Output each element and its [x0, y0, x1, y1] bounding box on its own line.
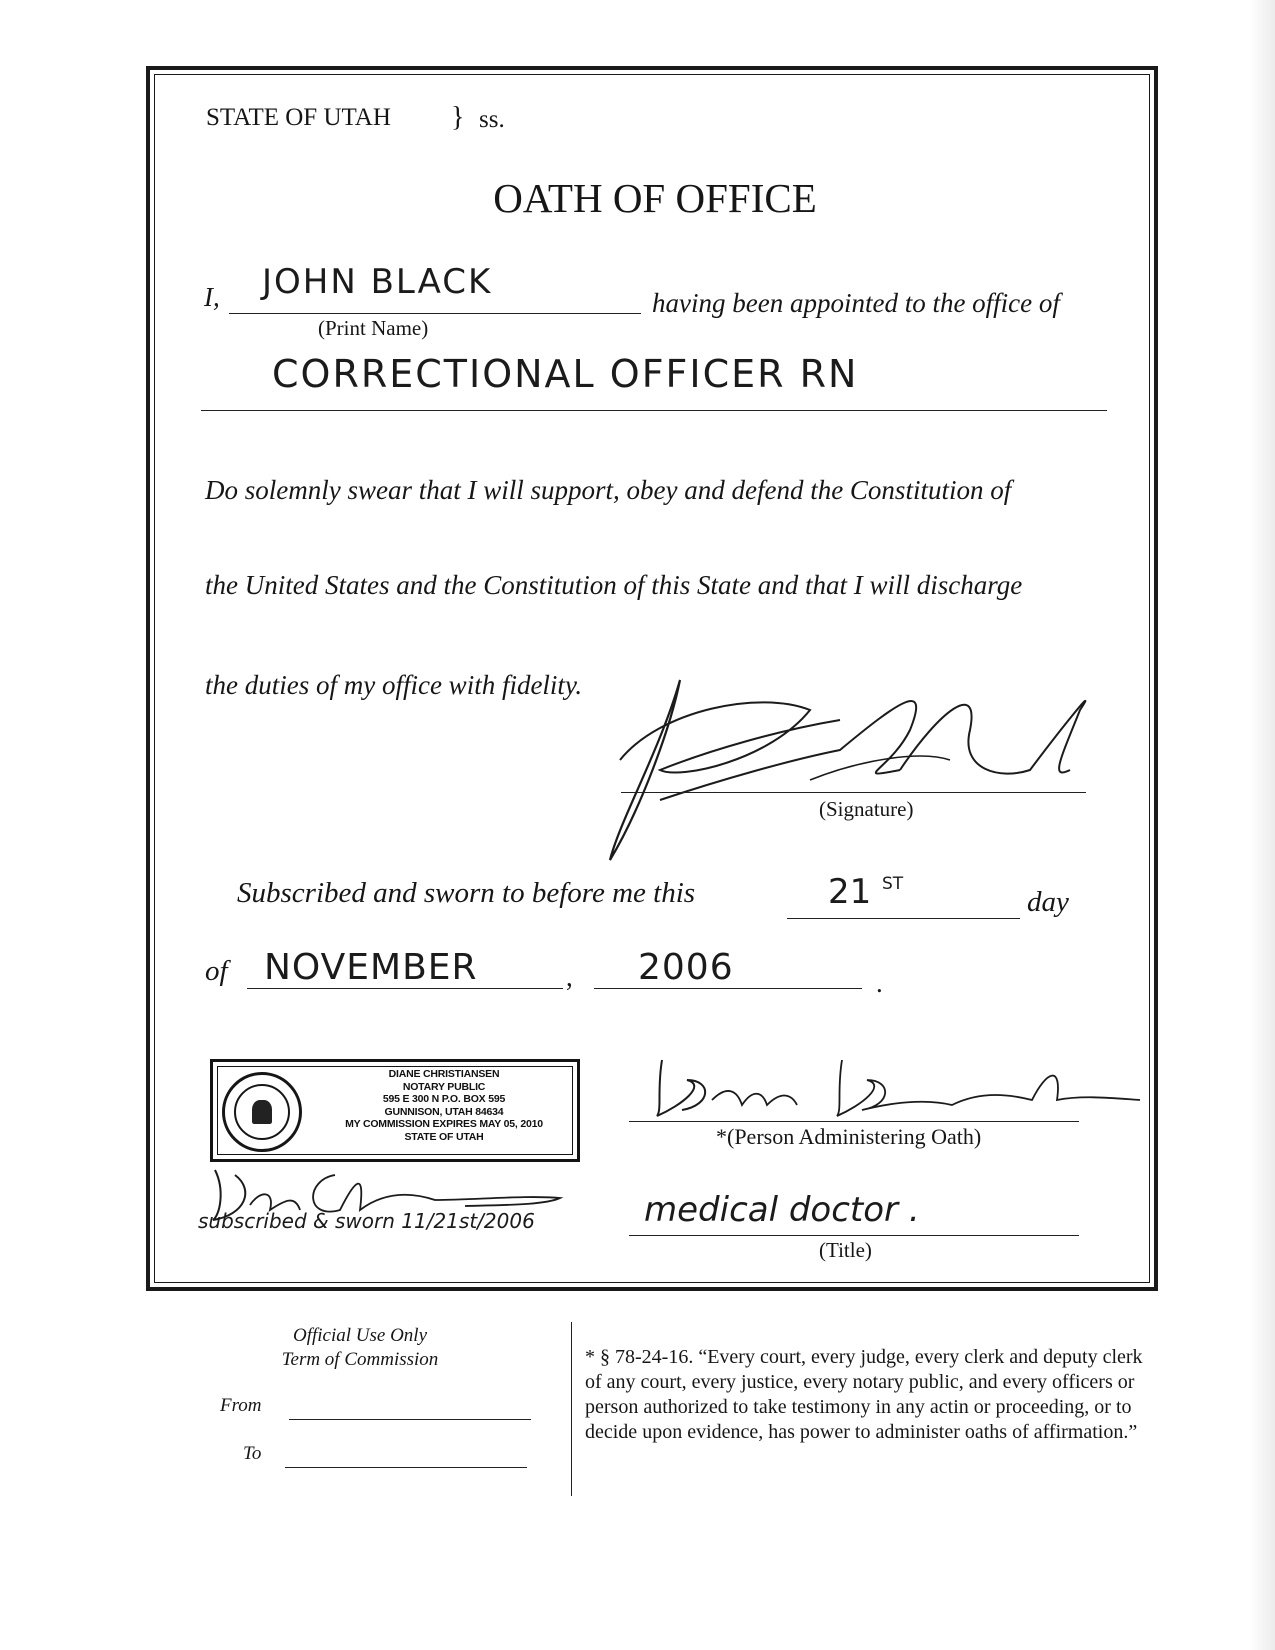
- oath-line-3: the duties of my office with fidelity.: [205, 670, 583, 700]
- name-prefix: I,: [204, 282, 220, 312]
- appointed-text: having been appointed to the office of: [652, 288, 1060, 318]
- stamp-line-state: STATE OF UTAH: [404, 1130, 484, 1143]
- year-underline: [594, 988, 862, 989]
- signature-caption: (Signature): [819, 797, 914, 821]
- from-label: From: [220, 1395, 262, 1416]
- day-handwritten: 21: [828, 872, 872, 912]
- state-seal-icon: [222, 1072, 302, 1152]
- title-caption: (Title): [819, 1238, 872, 1262]
- stamp-line-address: 595 E 300 N P.O. BOX 595: [382, 1093, 506, 1106]
- state-label: STATE OF UTAH: [206, 104, 391, 131]
- footer-divider: [571, 1322, 572, 1496]
- notary-stamp-text: [313, 1068, 575, 1144]
- of-word: of: [205, 955, 228, 987]
- notary-stamp: [210, 1059, 580, 1162]
- printed-name-handwritten: JOHN BLACK: [262, 262, 493, 302]
- official-use-heading: Official Use Only: [292, 1325, 428, 1346]
- signature-underline: [621, 792, 1086, 793]
- title-handwritten: medical doctor .: [644, 1190, 920, 1230]
- sworn-text: Subscribed and sworn to before me this: [237, 877, 696, 909]
- appointee-signature-drawing: [600, 670, 1120, 870]
- oath-line-1: Do solemnly swear that I will support, obey and defend the Constitution of: [205, 475, 1012, 505]
- year-handwritten: 2006: [638, 947, 734, 988]
- month-comma: ,: [566, 962, 573, 992]
- print-name-caption: (Print Name): [318, 316, 429, 340]
- stamp-line-expiry: MY COMMISSION EXPIRES MAY 05, 2010: [345, 1118, 543, 1131]
- year-period: .: [876, 968, 883, 998]
- to-field: [285, 1467, 527, 1468]
- administrator-caption: *(Person Administering Oath): [716, 1124, 982, 1149]
- scan-edge-shadow: [1249, 0, 1275, 1650]
- month-handwritten: NOVEMBER: [264, 947, 478, 988]
- office-handwritten: CORRECTIONAL OFFICER RN: [272, 352, 859, 396]
- administrator-underline: [629, 1121, 1079, 1122]
- day-suffix-handwritten: ST: [882, 874, 904, 894]
- name-underline: [229, 313, 641, 314]
- stamp-line-city: GUNNISON, UTAH 84634: [384, 1105, 504, 1118]
- administrator-signature-drawing: [652, 1050, 1142, 1122]
- to-label: To: [243, 1443, 262, 1464]
- day-underline: [787, 918, 1020, 919]
- stamp-line-role: NOTARY PUBLIC: [402, 1080, 486, 1093]
- statute-footnote: * § 78-24-16. “Every court, every judge, every clerk and deputy clerk of any court, every justice, every notary public, and every officers or person authorized to take testimony in any actin or proceeding, or to decide upon evidence, has power to administer oaths of affirmation.”: [585, 1346, 1143, 1443]
- term-of-commission-heading: Term of Commission: [281, 1349, 439, 1370]
- venue-ss: ss.: [479, 106, 505, 133]
- document-title: OATH OF OFFICE: [493, 175, 817, 221]
- oath-line-2: the United States and the Constitution of this State and that I will discharge: [205, 570, 1023, 600]
- stamp-line-name: DIANE CHRISTIANSEN: [388, 1068, 500, 1080]
- office-underline: [201, 410, 1107, 411]
- month-underline: [247, 988, 563, 989]
- day-word: day: [1027, 886, 1069, 918]
- title-underline: [629, 1235, 1079, 1236]
- notary-note-handwritten: subscribed & sworn 11/21st/2006: [198, 1209, 535, 1233]
- venue-brace: }: [451, 102, 465, 133]
- from-field: [289, 1419, 531, 1420]
